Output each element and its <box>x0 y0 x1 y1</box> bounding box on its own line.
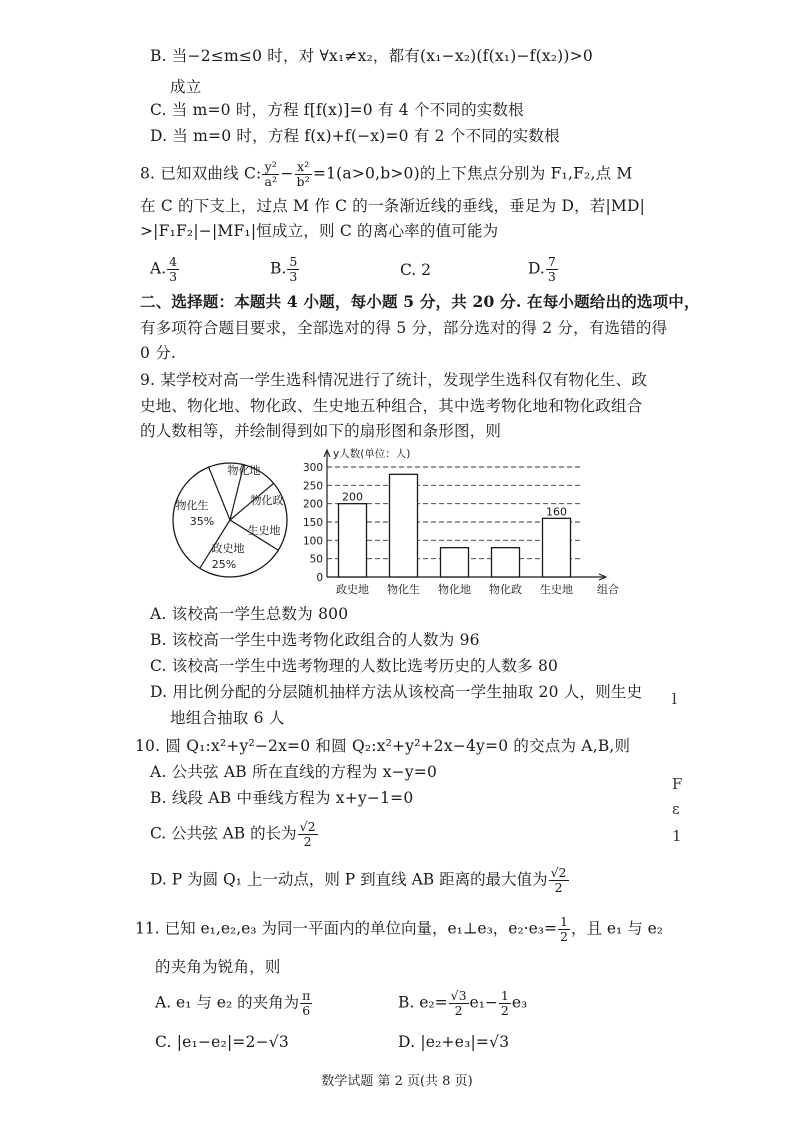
bar-x-tick-label: 政史地 <box>336 583 369 596</box>
q7-option-c: C. 当 m=0 时，方程 f[f(x)]=0 有 4 个不同的实数根 <box>150 101 524 119</box>
q8-option-a: A. $\frac{4}{3}$ <box>150 254 178 284</box>
bar-y-tick-label: 100 <box>302 535 323 548</box>
q11-option-d: D. |e₂+e₃|=√3 <box>398 1033 510 1051</box>
pie-slice-pct: 25% <box>211 558 237 571</box>
q9-option-a: A. 该校高一学生总数为 800 <box>150 605 349 623</box>
bar-y-axis-label: y人数(单位：人) <box>333 448 411 460</box>
q10-option-b: B. 线段 AB 中垂线方程为 x+y−1=0 <box>150 789 414 807</box>
q10-option-d: D. P 为圆 Q₁ 上一动点，则 P 到直线 AB 距离的最大值为 $\frac{√2}{2}$ <box>150 865 567 895</box>
bar-4 <box>492 548 520 577</box>
page-footer: 数学试题 第 2 页(共 8 页) <box>321 1074 473 1089</box>
pie-slice-label: 物化生 <box>175 499 209 512</box>
edge-mark-3: ɛ <box>672 800 680 818</box>
q8-stem-line2: 在 C 的下支上，过点 M 作 C 的一条渐近线的垂线，垂足为 D，若|MD| <box>140 197 646 215</box>
bar-y-tick-label: 150 <box>302 517 323 529</box>
q8-stem-line3: >|F₁F₂|−|MF₁|恒成立，则 C 的离心率的值可能为 <box>140 222 499 240</box>
bar-y-tick-label: 0 <box>316 572 323 584</box>
q9-option-c: C. 该校高一学生中选考物理的人数比选考历史的人数多 80 <box>150 657 559 675</box>
q8-option-b: B. $\frac{5}{3}$ <box>270 254 298 284</box>
section2-heading-line2: 有多项符合题目要求，全部选对的得 5 分，部分选对的得 2 分，有选错的得 <box>140 319 668 337</box>
bar-x-axis-label: 组合 <box>597 583 619 596</box>
bar-3 <box>441 548 469 577</box>
bar-data-label: 200 <box>342 490 363 504</box>
q9-stem-line1: 9. 某学校对高一学生选科情况进行了统计，发现学生选科仅有物化生、政 <box>140 371 648 389</box>
bar-1 <box>339 504 367 577</box>
pie-slice-label: 物化地 <box>227 464 261 477</box>
bar-y-tick-label: 200 <box>302 498 323 511</box>
q9-stem-line2: 史地、物化地、物化政、生史地五种组合，其中选考物化地和物化政组合 <box>140 397 643 415</box>
q10-stem: 10. 圆 Q₁:x²+y²−2x=0 和圆 Q₂:x²+y²+2x−4y=0 的交点为 A,B,则 <box>135 737 631 755</box>
q10-option-a: A. 公共弦 AB 所在直线的方程为 x−y=0 <box>150 763 438 781</box>
bar-x-tick-label: 物化地 <box>438 583 471 596</box>
pie-slice-label: 政史地 <box>211 542 245 555</box>
q9-charts <box>170 440 619 600</box>
bar-2 <box>390 474 418 577</box>
edge-mark-2: F <box>672 775 683 793</box>
edge-mark-1: l <box>672 690 677 708</box>
q11-option-b: B. e₂= $\frac{√3}{2}$ e₁− $\frac{1}{2}$ e₃ <box>398 988 528 1018</box>
pie-slice-label: 物化政 <box>250 494 284 507</box>
q11-option-a: A. e₁ 与 e₂ 的夹角为 $\frac{\pi}{6}$ <box>155 988 311 1018</box>
q8-option-c: C. 2 <box>400 261 432 279</box>
q8-option-d: D. $\frac{7}{3}$ <box>528 254 556 284</box>
q7-option-b-line1: B. 当−2≤m≤0 时，对 ∀x₁≠x₂，都有(x₁−x₂)(f(x₁)−f(x₂))>0 <box>150 47 593 65</box>
section2-heading-line3: 0 分. <box>140 344 177 362</box>
q11-stem-line1: 11. 已知 e₁,e₂,e₃ 为同一平面内的单位向量，e₁⊥e₃，e₂·e₃= $\frac{1}{2}$ ，且 e₁ 与 e₂ <box>135 914 663 944</box>
edge-mark-4: 1 <box>672 827 682 845</box>
bar-x-tick-label: 物化生 <box>387 583 420 596</box>
q8-stem-line1: 8. 已知双曲线 C: $\frac{\text{y²}}{\text{a²}}$ − $\frac{\text{x²}}{\text{b²}}$ =1(a>0,b>0)的上下焦点分别为 F₁,F₂,点 M <box>140 159 633 189</box>
q9-option-b: B. 该校高一学生中选考物化政组合的人数为 96 <box>150 631 480 649</box>
q10-option-c: C. 公共弦 AB 的长为 $\frac{√2}{2}$ <box>150 819 316 849</box>
q7-option-d: D. 当 m=0 时，方程 f(x)+f(−x)=0 有 2 个不同的实数根 <box>150 127 560 145</box>
pie-slice-pct: 35% <box>189 515 215 528</box>
q9-option-d-line2: 地组合抽取 6 人 <box>170 709 285 727</box>
q11-stem-line2: 的夹角为锐角，则 <box>155 958 281 976</box>
bar-x-tick-label: 物化政 <box>489 583 522 596</box>
q11-option-c: C. |e₁−e₂|=2−√3 <box>155 1033 289 1051</box>
bar-data-label: 160 <box>546 505 567 519</box>
q7-option-b-line2: 成立 <box>170 78 202 96</box>
q9-option-d-line1: D. 用比例分配的分层随机抽样方法从该校高一学生抽取 20 人，则生史 <box>150 683 643 701</box>
bar-y-tick-label: 50 <box>309 553 323 566</box>
bar-y-tick-label: 300 <box>302 462 323 474</box>
pie-slice-label: 生史地 <box>247 524 281 537</box>
bar-x-tick-label: 生史地 <box>540 583 573 596</box>
section2-heading-line1: 二、选择题：本题共 4 小题，每小题 5 分，共 20 分. 在每小题给出的选项中， <box>140 292 700 311</box>
q9-stem-line3: 的人数相等，并绘制得到如下的扇形图和条形图，则 <box>140 422 502 440</box>
bar-5 <box>543 518 571 577</box>
bar-y-tick-label: 250 <box>302 480 323 493</box>
